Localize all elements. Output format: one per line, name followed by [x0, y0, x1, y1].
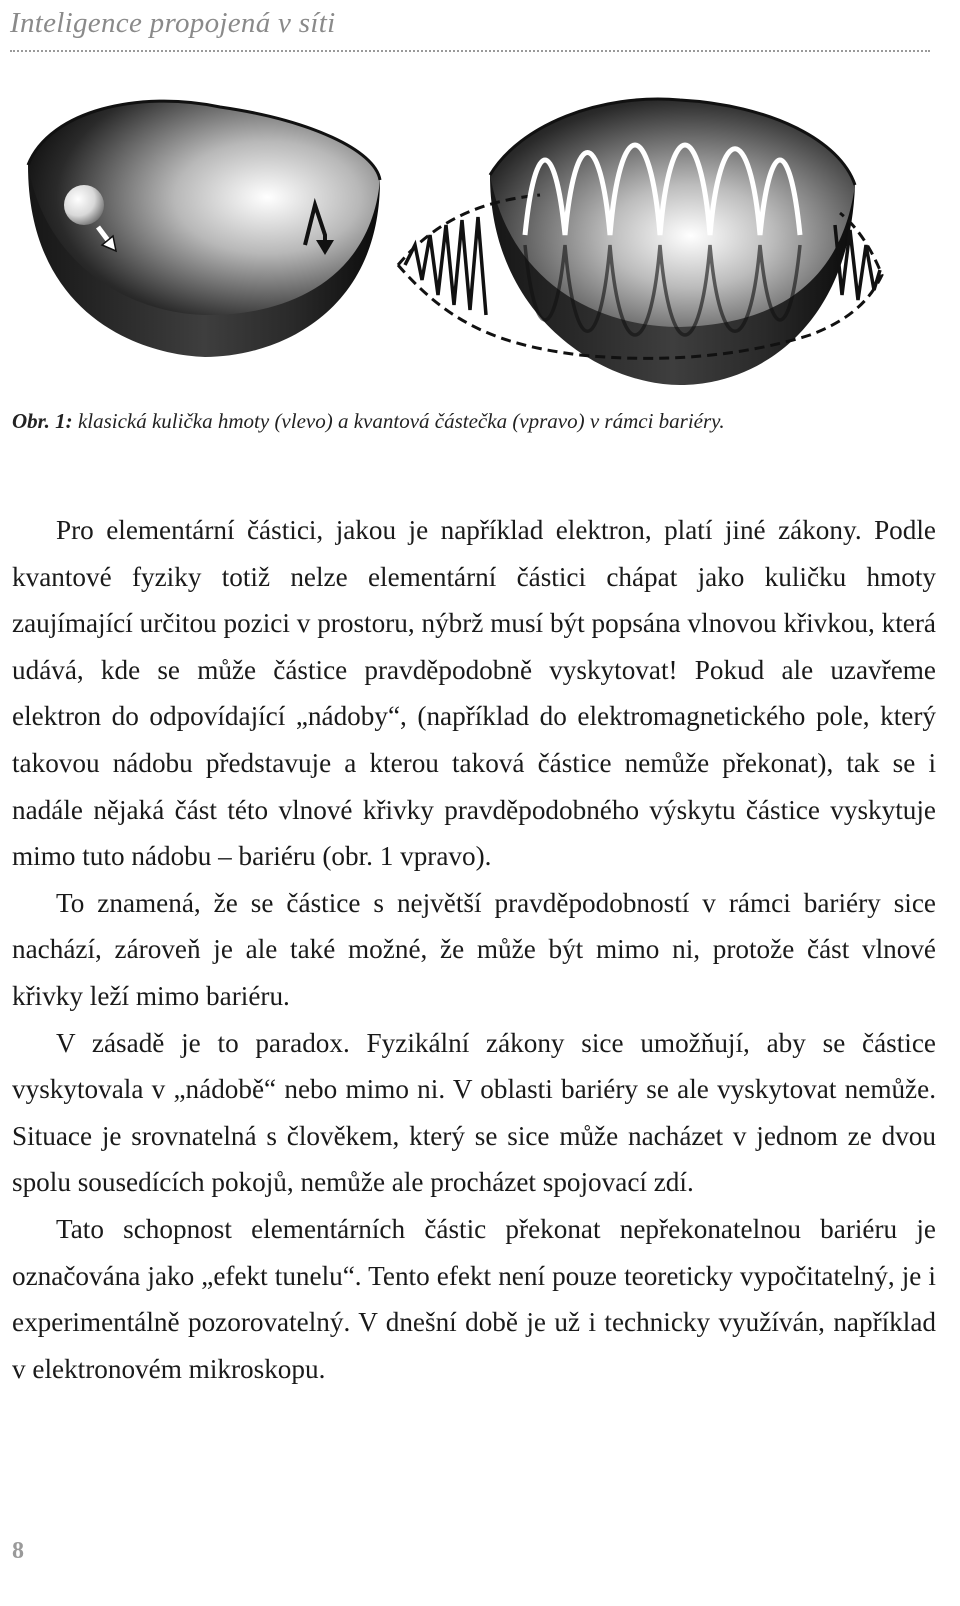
paragraph-3: V zásadě je to paradox. Fyzikální zákony sice umožňují, aby se částice vyskytovala v „nádobě“ nebo mimo ni. V oblasti bariéry se ale vyskytovat nemůže. Situace je srovnatelná s člověkem, který se sice může nacházet v jednom ze dvou spolu sousedících pokojů, nemůže ale procházet spojovací zdí.: [12, 1027, 936, 1198]
page-number: 8: [12, 1538, 24, 1564]
paragraph-2: To znamená, že se částice s největší pravděpodobností v rámci bariéry sice nachází, zároveň je ale také možné, že může být mimo ni, protože část vlnové křivky leží mimo bariéru.: [12, 887, 936, 1011]
paragraph-4: Tato schopnost elementárních částic překonat nepřekonatelnou bariéru je označována jako „efekt tunelu“. Tento efekt není pouze teoreticky vypočitatelný, je i experimentálně pozorovatelný. V dnešní době je už i technicky využíván, například v elektronovém mikroskopu.: [12, 1213, 936, 1384]
body-text: [12, 507, 936, 1392]
ball-icon: [64, 185, 104, 225]
figure-caption: [12, 406, 942, 436]
figure-caption-label: Obr. 1:: [12, 409, 73, 433]
running-header-title: Inteligence propojená v síti: [10, 7, 336, 39]
figure-caption-text: klasická kulička hmoty (vlevo) a kvantová částečka (vpravo) v rámci bariéry.: [72, 409, 725, 433]
running-header: [10, 2, 930, 52]
classical-bowl: [28, 101, 380, 357]
figure-bowls: [20, 95, 890, 400]
quantum-bowl: [398, 99, 882, 385]
paragraph-1: Pro elementární částici, jakou je například elektron, platí jiné zákony. Podle kvantové fyziky totiž nelze elementární částici chápat jako kuličku hmoty zaujímající určitou pozici v prostoru, nýbrž musí být popsána vlnovou křivkou, která udává, kde se může částice pravděpodobně vyskytovat! Pokud ale uzavřeme elektron do odpovídající „nádoby“, (například do elektromagnetického pole, který takovou nádobu představuje a kterou taková částice nemůže překonat), tak se i nadále nějaká část této vlnové křivky pravděpodobného výskytu částice vyskytuje mimo tuto nádobu – bariéru (obr. 1 vpravo).: [12, 515, 936, 872]
